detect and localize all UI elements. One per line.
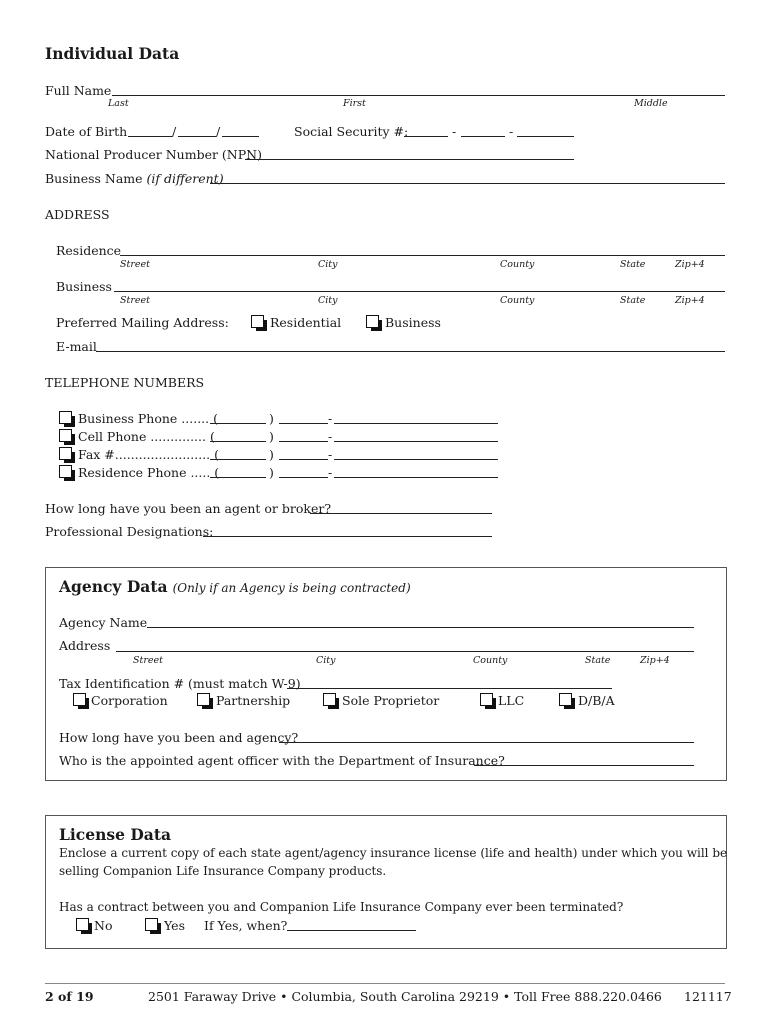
business-name-field[interactable] [210, 183, 725, 184]
corporation-checkbox[interactable] [73, 693, 86, 706]
residence-phone-label: Residence Phone ..... ( [78, 465, 220, 480]
npn-field[interactable] [245, 159, 574, 160]
fax-checkbox[interactable] [59, 447, 72, 460]
sole-proprietor-checkbox[interactable] [323, 693, 336, 706]
sub-last: Last [108, 98, 129, 109]
ssn-dash-1: - [452, 124, 457, 139]
email-field[interactable] [96, 351, 725, 352]
terminated-yes-checkbox[interactable] [145, 918, 158, 931]
agent-officer-field[interactable] [474, 765, 694, 766]
dash: - [328, 429, 333, 444]
res-sub-county: County [500, 259, 535, 270]
paren-close: ) [269, 411, 274, 426]
email-label: E-mail [56, 339, 97, 354]
cell-phone-checkbox[interactable] [59, 429, 72, 442]
when-label: If Yes, when? [204, 918, 288, 933]
paren-close: ) [269, 429, 274, 444]
agent-officer-label: Who is the appointed agent officer with the Department of Insurance? [59, 753, 505, 768]
form-code: 121117 [684, 989, 732, 1004]
res-sub-zip: Zip+4 [675, 259, 705, 270]
terminated-no-label: No [94, 918, 113, 933]
dob-slash-1: / [172, 124, 177, 139]
agency-note: (Only if an Agency is being contracted) [172, 581, 411, 595]
ssn-dash-2: - [509, 124, 514, 139]
cell-phone-prefix-field[interactable] [279, 441, 328, 442]
terminated-yes-label: Yes [164, 918, 185, 933]
tax-id-label: Tax Identification # (must match W-9) [59, 676, 301, 691]
residence-phone-area-field[interactable] [210, 477, 266, 478]
npn-label: National Producer Number (NPN) [45, 147, 262, 162]
corporation-label: Corporation [91, 693, 168, 708]
bus-sub-street: Street [120, 295, 150, 306]
tax-id-field[interactable] [287, 688, 612, 689]
preferred-mailing-label: Preferred Mailing Address: [56, 315, 229, 330]
paren-close: ) [269, 465, 274, 480]
ssn-part3-field[interactable] [517, 136, 574, 137]
dob-year-field[interactable] [222, 136, 259, 137]
ssn-part1-field[interactable] [404, 136, 448, 137]
agency-how-long-label: How long have you been and agency? [59, 730, 299, 745]
dob-slash-2: / [216, 124, 221, 139]
business-option-label: Business [385, 315, 441, 330]
residence-phone-number-field[interactable] [334, 477, 498, 478]
sole-proprietor-label: Sole Proprietor [342, 693, 440, 708]
terminated-no-checkbox[interactable] [76, 918, 89, 931]
residence-phone-prefix-field[interactable] [279, 477, 328, 478]
cell-phone-area-field[interactable] [210, 441, 266, 442]
footer-rule [45, 983, 725, 984]
agent-how-long-label: How long have you been an agent or broker? [45, 501, 332, 516]
bus-sub-city: City [318, 295, 338, 306]
agency-title: Agency Data [59, 577, 168, 596]
fax-area-field[interactable] [210, 459, 266, 460]
fax-number-field[interactable] [334, 459, 498, 460]
partnership-checkbox[interactable] [197, 693, 210, 706]
bus-sub-county: County [500, 295, 535, 306]
address-title: ADDRESS [45, 207, 110, 222]
dba-label: D/B/A [578, 693, 615, 708]
partnership-label: Partnership [216, 693, 291, 708]
paren-close: ) [269, 447, 274, 462]
agency-how-long-field[interactable] [279, 742, 694, 743]
res-sub-street: Street [120, 259, 150, 270]
agency-address-field[interactable] [116, 651, 694, 652]
business-address-label: Business [56, 279, 112, 294]
agency-heading [59, 577, 411, 596]
res-sub-state: State [620, 259, 646, 270]
res-sub-city: City [318, 259, 338, 270]
agency-sub-city: City [316, 655, 336, 666]
cell-phone-label: Cell Phone .............. ( [78, 429, 215, 444]
business-phone-number-field[interactable] [334, 423, 498, 424]
full-name-field[interactable] [112, 95, 725, 96]
dash: - [328, 465, 333, 480]
residential-label: Residential [270, 315, 342, 330]
license-instruction-line1: Enclose a current copy of each state agent/agency insurance license (life and health) under which you will be [59, 846, 728, 860]
when-field[interactable] [287, 930, 416, 931]
agency-name-field[interactable] [147, 627, 694, 628]
llc-label: LLC [498, 693, 525, 708]
residential-checkbox[interactable] [251, 315, 264, 328]
business-phone-checkbox[interactable] [59, 411, 72, 424]
bus-sub-state: State [620, 295, 646, 306]
fax-prefix-field[interactable] [279, 459, 328, 460]
agency-sub-zip: Zip+4 [640, 655, 670, 666]
dash: - [328, 411, 333, 426]
agent-how-long-field[interactable] [310, 513, 492, 514]
individual-title: Individual Data [45, 44, 180, 63]
business-name-label: Business Name (if different) [45, 171, 224, 186]
llc-checkbox[interactable] [480, 693, 493, 706]
agency-address-label: Address [59, 638, 111, 653]
dash: - [328, 447, 333, 462]
license-title: License Data [59, 825, 172, 844]
dob-day-field[interactable] [178, 136, 216, 137]
agency-sub-street: Street [133, 655, 163, 666]
agency-name-label: Agency Name [59, 615, 148, 630]
footer-address: 2501 Faraway Drive • Columbia, South Carolina 29219 • Toll Free 888.220.0466 [148, 989, 662, 1004]
business-phone-prefix-field[interactable] [279, 423, 328, 424]
full-name-label: Full Name [45, 83, 112, 98]
terminated-question: Has a contract between you and Companion Life Insurance Company ever been terminated? [59, 900, 624, 914]
dob-month-field[interactable] [128, 136, 172, 137]
ssn-part2-field[interactable] [461, 136, 505, 137]
business-phone-area-field[interactable] [210, 423, 266, 424]
bus-sub-zip: Zip+4 [675, 295, 705, 306]
telephone-title: TELEPHONE NUMBERS [45, 375, 205, 390]
fax-label: Fax #........................ ( [78, 447, 219, 462]
page-number: 2 of 19 [45, 989, 94, 1004]
business-phone-label: Business Phone ....... ( [78, 411, 218, 426]
cell-phone-number-field[interactable] [334, 441, 498, 442]
dob-label: Date of Birth [45, 124, 128, 139]
agency-sub-state: State [585, 655, 611, 666]
sub-middle: Middle [634, 98, 668, 109]
residence-label: Residence [56, 243, 122, 258]
license-instruction-line2: selling Companion Life Insurance Company products. [59, 864, 387, 878]
agency-sub-county: County [473, 655, 508, 666]
business-checkbox[interactable] [366, 315, 379, 328]
agency-section [45, 567, 727, 781]
sub-first: First [343, 98, 366, 109]
dba-checkbox[interactable] [559, 693, 572, 706]
ssn-label: Social Security #: [294, 124, 409, 139]
residence-phone-checkbox[interactable] [59, 465, 72, 478]
designations-label: Professional Designations: [45, 524, 214, 539]
business-address-field[interactable] [114, 291, 725, 292]
designations-field[interactable] [203, 536, 492, 537]
residence-field[interactable] [120, 255, 725, 256]
